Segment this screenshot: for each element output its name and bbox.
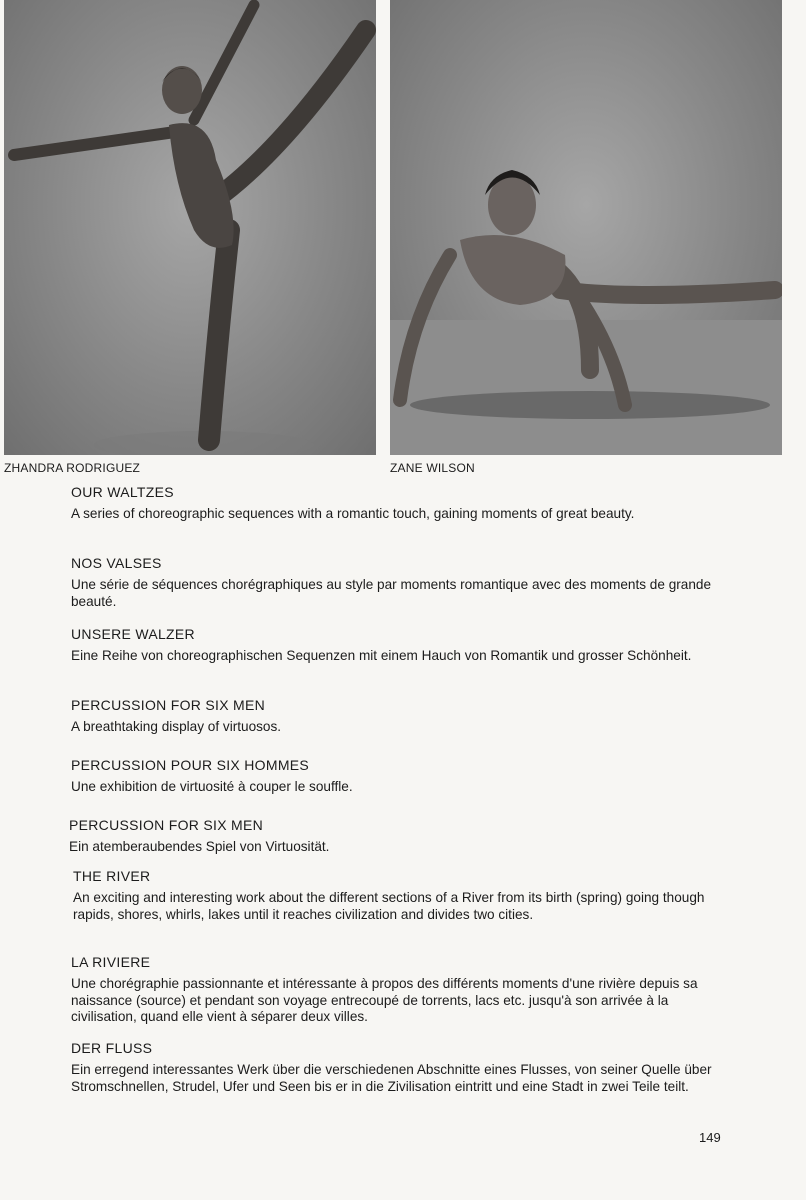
section-heading: DER FLUSS — [71, 1040, 153, 1056]
section-text: Ein erregend interessantes Werk über die verschiedenen Abschnitte eines Flusses, von seiner Quelle über Stromschnellen, Strudel, Ufer und Seen bis er in die Zivilisation eintritt und eine Stadt in zwei Teile teilt. — [71, 1062, 712, 1094]
section-percussion-de — [69, 817, 729, 856]
section-la-riviere — [71, 954, 731, 1026]
dancer-figure-left — [4, 0, 376, 455]
photo-caption-left: ZHANDRA RODRIGUEZ — [4, 461, 141, 475]
section-heading: PERCUSSION POUR SIX HOMMES — [71, 757, 310, 773]
section-heading: UNSERE WALZER — [71, 626, 195, 642]
section-heading: THE RIVER — [73, 868, 151, 884]
section-text: Une chorégraphie passionnante et intéressante à propos des différents moments d'une rivière depuis sa naissance (source) et pendant son voyage entrecoupé de torrents, lacs etc. jusqu'à son arrivée à la civilisation, quand elle vient à séparer deux villes. — [71, 976, 698, 1024]
photo-zane-wilson — [390, 0, 782, 455]
section-text: An exciting and interesting work about the different sections of a River from its birth (spring) going though rapids, shores, whirls, lakes until it reaches civilization and divides two cities. — [73, 890, 705, 922]
section-text: Une série de séquences chorégraphiques au style par moments romantique avec des moments de grande beauté. — [71, 577, 712, 609]
photo-zhandra-rodriguez — [4, 0, 376, 455]
photo-caption-right: ZANE WILSON — [390, 461, 475, 475]
section-text: A series of choreographic sequences with a romantic touch, gaining moments of great beauty. — [71, 506, 635, 521]
section-text: Ein atemberaubendes Spiel von Virtuosität. — [69, 839, 330, 854]
section-text: A breathtaking display of virtuosos. — [71, 719, 282, 734]
section-der-fluss — [71, 1040, 731, 1095]
section-nos-valses — [71, 555, 731, 610]
section-unsere-walzer — [71, 626, 731, 665]
page-number: 149 — [699, 1130, 721, 1145]
section-heading: PERCUSSION FOR SIX MEN — [71, 697, 266, 713]
section-percussion-fr — [71, 757, 731, 796]
section-heading: LA RIVIERE — [71, 954, 151, 970]
section-heading: PERCUSSION FOR SIX MEN — [69, 817, 264, 833]
dancer-figure-right — [390, 0, 782, 455]
section-heading: OUR WALTZES — [71, 484, 174, 500]
section-percussion-en — [71, 697, 731, 736]
section-text: Une exhibition de virtuosité à couper le souffle. — [71, 779, 353, 794]
section-text: Eine Reihe von choreographischen Sequenzen mit einem Hauch von Romantik und grosser Schönheit. — [71, 648, 692, 663]
section-the-river — [73, 868, 733, 923]
section-our-waltzes — [71, 484, 731, 523]
section-heading: NOS VALSES — [71, 555, 162, 571]
